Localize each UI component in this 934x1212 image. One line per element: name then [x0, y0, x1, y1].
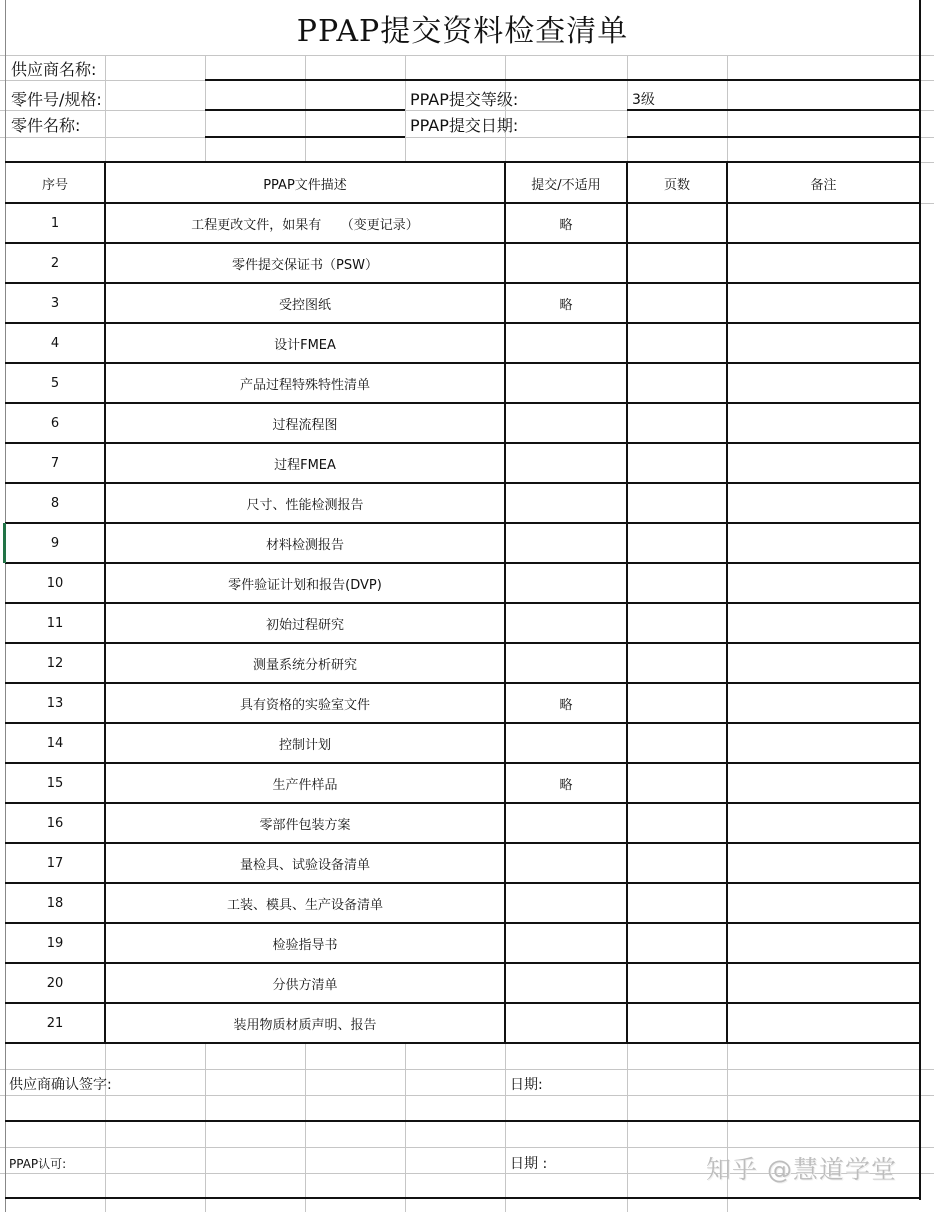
row-pages-cell[interactable] — [627, 204, 727, 243]
row-remarks-cell[interactable] — [727, 244, 920, 283]
header-pages: 页数 — [663, 177, 690, 193]
row-seq: 6 — [50, 416, 60, 431]
row-description: 具有资格的实验室文件 — [239, 698, 370, 713]
row-seq: 14 — [46, 736, 64, 751]
row-seq: 9 — [50, 536, 60, 551]
row-seq: 21 — [46, 1016, 64, 1031]
row-submit-cell[interactable] — [505, 564, 627, 603]
row-pages-cell[interactable] — [627, 884, 727, 923]
submission-date-field[interactable] — [627, 136, 920, 138]
row-pages-cell[interactable] — [627, 1004, 727, 1043]
row-description: 尺寸、性能检测报告 — [246, 498, 364, 513]
row-seq: 19 — [46, 936, 64, 951]
row-remarks-cell[interactable] — [727, 604, 920, 643]
row-pages-cell[interactable] — [627, 604, 727, 643]
row-pages-cell[interactable] — [627, 444, 727, 483]
row-submit-cell[interactable] — [505, 1004, 627, 1043]
row-submit-cell[interactable] — [505, 364, 627, 403]
ppap-approval-field[interactable] — [205, 1147, 505, 1173]
row-remarks-cell[interactable] — [727, 404, 920, 443]
row-pages-cell[interactable] — [627, 364, 727, 403]
header-description: PPAP文件描述 — [263, 177, 347, 193]
part-number-field[interactable] — [205, 109, 405, 111]
row-pages-cell[interactable] — [627, 324, 727, 363]
row-description: 材料检测报告 — [265, 538, 344, 553]
row-submit-cell[interactable] — [505, 964, 627, 1003]
part-name-label: 零件名称: — [11, 116, 81, 135]
row-seq: 18 — [46, 896, 64, 911]
row-description: 受控图纸 — [278, 298, 331, 313]
row-pages-cell[interactable] — [627, 404, 727, 443]
row-remarks-cell[interactable] — [727, 764, 920, 803]
row-description: 零件提交保证书（PSW） — [232, 258, 378, 273]
row-remarks-cell[interactable] — [727, 284, 920, 323]
row-description: 量检具、试验设备清单 — [239, 858, 370, 873]
row-remarks-cell[interactable] — [727, 684, 920, 723]
row-seq: 7 — [50, 456, 60, 471]
row-submit-cell[interactable] — [505, 444, 627, 483]
row-submit-cell[interactable] — [505, 484, 627, 523]
row-seq: 13 — [46, 696, 64, 711]
row-pages-cell[interactable] — [627, 924, 727, 963]
row-description: 零部件包装方案 — [259, 818, 351, 833]
row-remarks-cell[interactable] — [727, 564, 920, 603]
row-submit-cell[interactable]: 略 — [559, 698, 573, 713]
row-pages-cell[interactable] — [627, 804, 727, 843]
row-seq: 2 — [50, 256, 60, 271]
row-remarks-cell[interactable] — [727, 444, 920, 483]
row-description: 工程更改文件，如果有 （变更记录） — [191, 218, 419, 233]
row-pages-cell[interactable] — [627, 284, 727, 323]
row-pages-cell[interactable] — [627, 524, 727, 563]
row-description: 过程流程图 — [272, 418, 338, 433]
row-seq: 4 — [50, 336, 60, 351]
cell-selection-indicator — [3, 523, 6, 563]
row-seq: 12 — [46, 656, 64, 671]
row-submit-cell[interactable] — [505, 884, 627, 923]
part-name-field[interactable] — [205, 136, 405, 138]
row-description: 过程FMEA — [274, 458, 336, 473]
row-remarks-cell[interactable] — [727, 364, 920, 403]
row-submit-cell[interactable]: 略 — [559, 298, 573, 313]
row-description: 装用物质材质声明、报告 — [233, 1018, 377, 1033]
approval-date-label: 日期 : — [510, 1156, 548, 1172]
row-remarks-cell[interactable] — [727, 724, 920, 763]
row-submit-cell[interactable]: 略 — [559, 778, 573, 793]
row-description: 产品过程特殊特性清单 — [239, 378, 370, 393]
row-submit-cell[interactable] — [505, 244, 627, 283]
row-seq: 20 — [46, 976, 64, 991]
row-submit-cell[interactable] — [505, 924, 627, 963]
page-title: PPAP提交资料检查清单 — [296, 13, 629, 49]
submission-date-label: PPAP提交日期: — [410, 116, 519, 135]
part-number-label: 零件号/规格: — [11, 90, 102, 109]
watermark: 知乎 @慧道学堂 — [706, 1155, 897, 1184]
row-seq: 8 — [50, 496, 60, 511]
supplier-name-field[interactable] — [205, 79, 920, 81]
row-submit-cell[interactable] — [505, 644, 627, 683]
row-seq: 15 — [46, 776, 64, 791]
submission-level-field[interactable] — [627, 109, 920, 111]
row-pages-cell[interactable] — [627, 244, 727, 283]
row-submit-cell[interactable] — [505, 844, 627, 883]
submission-level-value[interactable]: 3级 — [632, 92, 655, 108]
row-remarks-cell[interactable] — [727, 644, 920, 683]
header-submit: 提交/不适用 — [531, 177, 601, 193]
row-remarks-cell[interactable] — [727, 204, 920, 243]
row-description: 生产件样品 — [272, 778, 338, 793]
row-description: 初始过程研究 — [265, 618, 344, 633]
header-remarks: 备注 — [810, 177, 837, 193]
row-description: 分供方清单 — [272, 978, 338, 993]
row-remarks-cell[interactable] — [727, 924, 920, 963]
row-remarks-cell[interactable] — [727, 884, 920, 923]
row-pages-cell[interactable] — [627, 564, 727, 603]
row-submit-cell[interactable] — [505, 324, 627, 363]
supplier-date-field[interactable] — [627, 1069, 920, 1095]
row-pages-cell[interactable] — [627, 844, 727, 883]
row-remarks-cell[interactable] — [727, 524, 920, 563]
row-pages-cell[interactable] — [627, 644, 727, 683]
row-pages-cell[interactable] — [627, 484, 727, 523]
row-remarks-cell[interactable] — [727, 484, 920, 523]
row-seq: 10 — [46, 576, 64, 591]
row-seq: 17 — [46, 856, 64, 871]
row-seq: 3 — [50, 296, 60, 311]
row-description: 设计FMEA — [274, 338, 336, 353]
row-seq: 1 — [50, 216, 60, 231]
row-remarks-cell[interactable] — [727, 1004, 920, 1043]
row-remarks-cell[interactable] — [727, 324, 920, 363]
row-pages-cell[interactable] — [627, 764, 727, 803]
row-description: 零件验证计划和报告(DVP) — [228, 578, 382, 593]
row-description: 工装、模具、生产设备清单 — [226, 898, 383, 913]
row-submit-cell[interactable] — [505, 724, 627, 763]
row-pages-cell[interactable] — [627, 684, 727, 723]
row-description: 控制计划 — [278, 738, 331, 753]
row-remarks-cell[interactable] — [727, 804, 920, 843]
row-seq: 11 — [46, 616, 64, 631]
row-remarks-cell[interactable] — [727, 844, 920, 883]
row-description: 测量系统分析研究 — [252, 658, 357, 673]
supplier-name-label: 供应商名称: — [11, 60, 97, 79]
row-submit-cell[interactable] — [505, 524, 627, 563]
row-seq: 5 — [50, 376, 60, 391]
supplier-signature-label: 供应商确认签字: — [9, 1077, 112, 1093]
row-remarks-cell[interactable] — [727, 964, 920, 1003]
row-submit-cell[interactable]: 略 — [559, 218, 573, 233]
row-submit-cell[interactable] — [505, 404, 627, 443]
supplier-signature-field[interactable] — [205, 1069, 505, 1095]
supplier-date-label: 日期: — [510, 1077, 543, 1093]
ppap-approval-label: PPAP认可: — [9, 1157, 67, 1171]
header-seq: 序号 — [41, 177, 68, 193]
row-description: 检验指导书 — [272, 938, 338, 953]
row-submit-cell[interactable] — [505, 604, 627, 643]
row-submit-cell[interactable] — [505, 804, 627, 843]
row-seq: 16 — [46, 816, 64, 831]
row-pages-cell[interactable] — [627, 724, 727, 763]
row-pages-cell[interactable] — [627, 964, 727, 1003]
submission-level-label: PPAP提交等级: — [410, 90, 519, 109]
